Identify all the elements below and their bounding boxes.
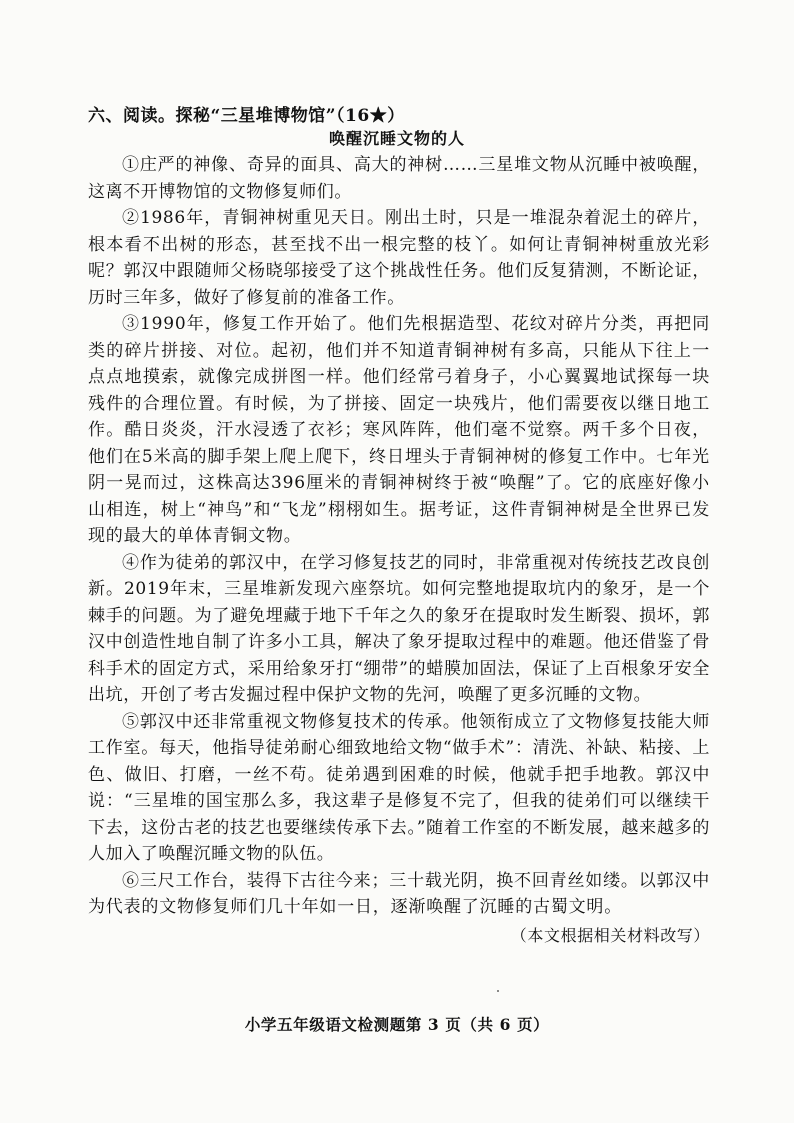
paragraph-2: ②1986年，青铜神树重见天日。刚出土时，只是一堆混杂着泥土的碎片，根本看不出树的形态，甚至找不出一根完整的枝丫。如何让青铜神树重放光彩呢？郭汉中跟随师父杨晓邬接受了这个挑战性任务。他们反复猜测，不断论证，历时三年多，做好了修复前的准备工作。	[88, 208, 710, 308]
paragraph-6: ⑥三尺工作台，装得下古往今来；三十载光阴，换不回青丝如缕。以郭汉中为代表的文物修复师们几十年如一日，逐渐唤醒了沉睡的古蜀文明。	[88, 870, 710, 917]
paragraph-1: ①庄严的神像、奇异的面具、高大的神树……三星堆文物从沉睡中被唤醒，这离不开博物馆的文物修复师们。	[88, 155, 710, 202]
paragraph-4: ④作为徒弟的郭汉中，在学习修复技艺的同时，非常重视对传统技艺改良创新。2019年末，三星堆新发现六座祭坑。如何完整地提取坑内的象牙，是一个棘手的问题。为了避免埋藏于地下千年之久的象牙在提取时发生断裂、损坏，郭汉中创造性地自制了许多小工具，解决了象牙提取过程中的难题。他还借鉴了骨科手术的固定方式，采用给象牙打“绷带”的蜡膜加固法，保证了上百根象牙安全出坑，开创了考古发掘过程中保护文物的先河，唤醒了更多沉睡的文物。	[88, 552, 710, 705]
article-body	[88, 152, 710, 949]
paragraph-5: ⑤郭汉中还非常重视文物修复技术的传承。他领衔成立了文物修复技能大师工作室。每天，他指导徒弟耐心细致地给文物“做手术”：清洗、补缺、粘接、上色、做旧、打磨，一丝不苟。徒弟遇到困难的时候，他就手把手地教。郭汉中说：“三星堆的国宝那么多，我这辈子是修复不完了，但我的徒弟们可以继续干下去，这份古老的技艺也要继续传承下去。”随着工作室的不断发展，越来越多的人加入了唤醒沉睡文物的队伍。	[88, 711, 710, 864]
page-footer: 小学五年级语文检测题第 3 页（共 6 页）	[244, 1015, 550, 1034]
paragraph-3: ③1990年，修复工作开始了。他们先根据造型、花纹对碎片分类，再把同类的碎片拼接、对位。起初，他们并不知道青铜神树有多高，只能从下往上一点点地摸索，就像完成拼图一样。他们经常弓着身子，小心翼翼地试探每一块残件的合理位置。有时候，为了拼接、固定一块残片，他们需要夜以继日地工作。酷日炎炎，汗水浸透了衣衫；寒风阵阵，他们毫不觉察。两千多个日夜，他们在5米高的脚手架上爬上爬下，终日埋头于青铜神树的修复工作中。七年光阴一晃而过，这株高达396厘米的青铜神树终于被“唤醒”了。它的底座好像小山相连，树上“神鸟”和“飞龙”栩栩如生。据考证，这件青铜神树是全世界已发现的最大的单体青铜文物。	[88, 314, 710, 546]
scan-speck	[497, 990, 499, 992]
section-heading: 六、阅读。探秘“三星堆博物馆”（16★）	[88, 106, 405, 126]
article-title: 唤醒沉睡文物的人	[328, 129, 465, 148]
source-note: （本文根据相关材料改写）	[510, 925, 710, 945]
